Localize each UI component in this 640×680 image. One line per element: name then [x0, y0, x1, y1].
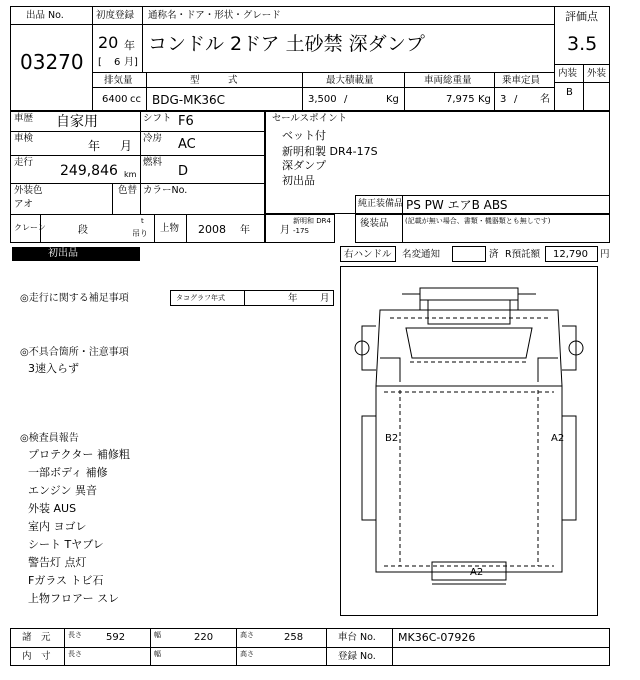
shift-value: F6: [178, 114, 194, 129]
length-label: 長さ: [68, 631, 82, 639]
tacho-label: タコグラフ年式: [176, 294, 225, 302]
capacity: 3: [500, 94, 507, 105]
gross-weight: 7,975: [446, 94, 475, 105]
body-year: 2008: [198, 223, 226, 236]
divider: [554, 6, 555, 111]
retrofit-label: 後装品: [360, 218, 389, 229]
fuel-value: D: [178, 164, 189, 179]
exterior-label: 外装: [587, 68, 607, 79]
mileage-label: 走行: [14, 157, 34, 168]
in-width-label: 幅: [154, 650, 161, 658]
in-length-label: 長さ: [68, 650, 82, 658]
shift-label: シフト: [143, 113, 172, 124]
divider: [40, 214, 41, 243]
inspector-line: エンジン 異音: [28, 484, 97, 497]
divider: [92, 72, 554, 73]
color-no-dash: カラーNo.: [143, 185, 188, 196]
divider: [404, 72, 405, 111]
divider: [10, 131, 265, 132]
body-maker-line1: 新明和 DR4: [293, 217, 331, 225]
inspector-line: Fガラス トビ石: [28, 574, 104, 587]
recycle-label: R預託額: [505, 249, 541, 260]
displacement-unit: cc: [130, 94, 141, 105]
gross-weight-unit: Kg: [478, 94, 491, 105]
height-label: 高さ: [240, 631, 254, 639]
overall-grade: 3.5: [567, 33, 598, 55]
divider: [10, 214, 265, 215]
diagram-right-mark: A2: [551, 433, 565, 444]
max-load: 3,500: [308, 94, 337, 105]
model-code: BDG-MK36C: [152, 93, 225, 107]
mileage-unit: km: [124, 170, 137, 179]
capacity-unit: 名: [540, 94, 550, 105]
sales-points-title: セールスポイント: [272, 113, 348, 124]
divider: [355, 214, 610, 215]
divider: [494, 72, 495, 111]
body-year-unit: 年: [240, 225, 250, 236]
name-change-box: [452, 246, 486, 262]
inspector-title: ◎検査員報告: [20, 433, 79, 444]
divider: [392, 628, 393, 666]
year-unit: 年: [124, 39, 135, 52]
first-reg-month: 6: [114, 57, 121, 68]
inspector-line: 上物フロアー スレ: [28, 592, 120, 605]
divider: [236, 628, 237, 666]
sales-point-line: ベット付: [282, 129, 326, 142]
history-value: 自家用: [56, 114, 98, 130]
displacement: 6400: [102, 94, 128, 105]
chassis-value: MK36C-07926: [398, 631, 476, 644]
recycle-status: 済: [489, 249, 499, 260]
inspection-month: 月: [120, 139, 133, 153]
color-no-label: 色替: [118, 185, 138, 196]
max-load-label: 最大積載量: [326, 75, 374, 86]
body-label: 上物: [160, 223, 180, 234]
divider: [146, 72, 147, 111]
displacement-label: 排気量: [104, 75, 133, 86]
lot-number: 03270: [20, 50, 84, 74]
max-load-slash: /: [344, 94, 348, 105]
model-name: コンドル 2ドア 土砂禁 深ダンプ: [148, 33, 425, 55]
recycle-unit: 円: [600, 249, 610, 260]
crane-stage: 段: [78, 225, 88, 236]
divider: [554, 82, 610, 83]
divider: [554, 64, 610, 65]
length-value: 592: [106, 632, 126, 643]
body-month: 月: [280, 225, 290, 236]
first-listing-text: 初出品: [48, 248, 78, 259]
divider: [92, 6, 93, 72]
ac-value: AC: [178, 137, 196, 152]
model-name-label: 通称名・ドア・形状・グレード: [148, 10, 281, 21]
capacity-label: 乗車定員: [502, 75, 541, 86]
inspector-line: 警告灯 点灯: [28, 556, 87, 569]
recycle-amount: 12,790: [553, 249, 588, 260]
interior-label: 内装: [558, 68, 578, 79]
right-hand-label: 右ハンドル: [344, 249, 392, 260]
dims-label: 諸 元: [22, 632, 51, 643]
divider: [150, 628, 151, 666]
divider: [186, 214, 187, 243]
ext-color: アオ: [14, 199, 33, 210]
divider: [140, 111, 141, 214]
divider: [10, 155, 265, 156]
interior-grade: B: [566, 87, 573, 98]
width-value: 220: [194, 632, 214, 643]
divider: [64, 628, 65, 666]
diagram-rear-mark: A2: [470, 567, 484, 578]
inspector-line: 室内 ヨゴレ: [28, 520, 87, 533]
tacho-year: 年: [288, 293, 298, 304]
divider: [10, 183, 265, 184]
divider: [10, 24, 92, 25]
crane-hoist: 吊り: [132, 229, 148, 238]
divider: [112, 183, 113, 214]
bracket-open: [: [98, 57, 102, 68]
in-height-label: 高さ: [240, 650, 254, 658]
height-value: 258: [284, 632, 304, 643]
diagram-left-mark: B2: [385, 433, 399, 444]
divider: [583, 64, 584, 111]
bracket-close: 月]: [124, 57, 138, 68]
divider: [154, 214, 155, 243]
grade-label: 評価点: [565, 10, 598, 23]
defects-title: ◎不具合箇所・注意事項: [20, 347, 129, 358]
ext-color-label: 外装色: [14, 185, 43, 196]
sales-point-line: 新明和製 DR4-17S: [282, 145, 378, 158]
inspection-year: 年: [88, 139, 101, 153]
divider: [302, 72, 303, 111]
inspector-line: 外装 AUS: [28, 502, 77, 515]
inspector-line: 一部ボディ 補修: [28, 466, 108, 479]
name-change-label: 名変通知: [402, 249, 441, 260]
divider: [326, 628, 327, 666]
divider: [10, 647, 610, 648]
sales-point-line: 深ダンプ: [282, 159, 327, 172]
divider: [92, 87, 554, 88]
crane-label: クレーン: [14, 223, 46, 232]
reg-label: 登録 No.: [338, 651, 376, 662]
mileage-value: 249,846: [60, 163, 118, 179]
first-reg-year: 20: [98, 33, 119, 52]
divider: [92, 24, 554, 25]
max-load-unit: Kg: [386, 94, 399, 105]
model-label: 型 式: [190, 75, 238, 86]
retrofit-note: (記載が無い場合、書類・機器類とも無しです): [405, 217, 551, 225]
crane-t: t: [141, 217, 144, 225]
defects-line: 3速入らず: [28, 362, 79, 375]
equipment-label: 純正装備品: [358, 199, 404, 209]
divider: [142, 6, 143, 72]
inspection-label: 車検: [14, 133, 34, 144]
capacity-slash: /: [514, 94, 518, 105]
equipment-value: PS PW エアB ABS: [406, 198, 508, 212]
first-reg-label: 初度登録: [96, 10, 135, 21]
gross-weight-label: 車両総重量: [424, 75, 472, 86]
body-maker-line2: -17S: [293, 227, 309, 235]
ac-label: 冷房: [143, 133, 163, 144]
inspector-line: プロテクター 補修粗: [28, 448, 130, 461]
width-label: 幅: [154, 631, 161, 639]
history-label: 車歴: [14, 113, 34, 124]
driving-title: ◎走行に関する補足事項: [20, 293, 129, 304]
fuel-label: 燃料: [143, 157, 163, 168]
inspector-line: シート Tヤブレ: [28, 538, 104, 551]
lot-label: 出品 No.: [26, 10, 64, 21]
tacho-month: 月: [320, 293, 330, 304]
chassis-label: 車台 No.: [338, 632, 376, 643]
divider: [92, 72, 93, 111]
interior-dims-label: 内 寸: [22, 651, 51, 662]
divider: [244, 290, 245, 306]
sales-point-line: 初出品: [282, 174, 315, 187]
